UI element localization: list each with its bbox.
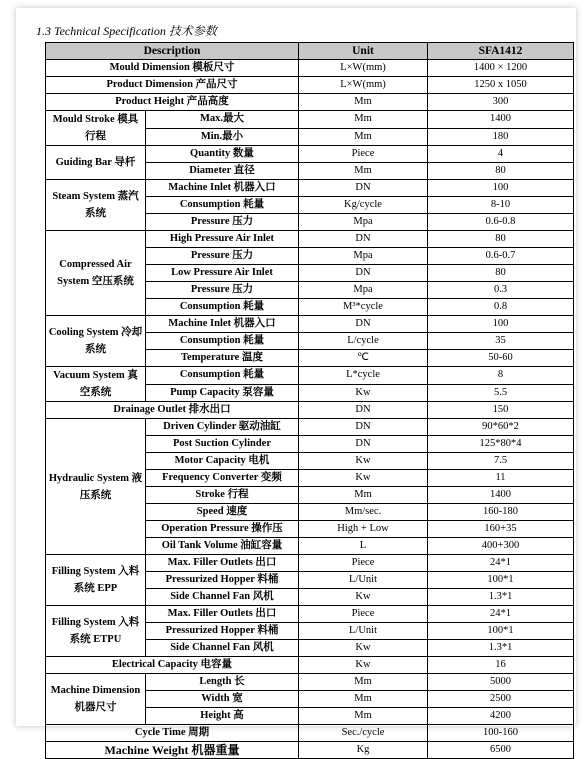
row-label: Consumption 耗量 [146,197,299,214]
row-label: Height 高 [146,708,299,725]
table-header-row [46,43,574,60]
table-row [46,674,574,691]
row-unit: DN [299,316,428,333]
row-value: 1400 [428,487,574,504]
row-label: Low Pressure Air Inlet [146,265,299,282]
row-value: 8-10 [428,197,574,214]
row-unit: Piece [299,555,428,572]
row-value: 2500 [428,691,574,708]
row-unit: DN [299,436,428,453]
row-label: Side Channel Fan 风机 [146,640,299,657]
table-row [46,555,574,572]
row-label: Product Dimension 产品尺寸 [46,77,299,94]
row-value: 1400 × 1200 [428,60,574,77]
row-label: Motor Capacity 电机 [146,453,299,470]
row-value: 24*1 [428,555,574,572]
table-row [46,725,574,742]
group-label: Cooling System 冷却系统 [46,316,146,367]
row-label: Temperature 温度 [146,350,299,367]
row-value: 160-180 [428,504,574,521]
row-unit: High + Low [299,521,428,538]
row-unit: Mm [299,691,428,708]
row-unit: Kw [299,589,428,606]
col-header-description: Description [46,43,299,60]
row-value: 35 [428,333,574,350]
row-unit: Mpa [299,282,428,299]
row-unit: Kw [299,640,428,657]
row-unit: DN [299,402,428,419]
row-label: Consumption 耗量 [146,333,299,350]
row-label: Stroke 行程 [146,487,299,504]
row-value: 50-60 [428,350,574,367]
row-label: Side Channel Fan 风机 [146,589,299,606]
row-label: Driven Cylinder 驱动油缸 [146,419,299,436]
row-value: 11 [428,470,574,487]
row-label: Frequency Converter 变频 [146,470,299,487]
group-label: Mould Stroke 模具行程 [46,111,146,146]
row-value: 400+300 [428,538,574,555]
row-label: Pressurized Hopper 料桶 [146,623,299,640]
row-unit: Kw [299,470,428,487]
row-unit: Kw [299,657,428,674]
row-unit: L×W(mm) [299,77,428,94]
row-unit: L/Unit [299,623,428,640]
row-value: 100-160 [428,725,574,742]
row-unit: Mm [299,128,428,146]
row-unit: DN [299,231,428,248]
row-unit: L*cycle [299,367,428,385]
row-label: Pump Capacity 泵容量 [146,384,299,402]
row-value: 1.3*1 [428,589,574,606]
row-value: 1.3*1 [428,640,574,657]
row-unit: L/cycle [299,333,428,350]
table-row [46,419,574,436]
row-value: 300 [428,94,574,111]
row-label: Product Height 产品高度 [46,94,299,111]
table-row [46,231,574,248]
row-label: Operation Pressure 操作压 [146,521,299,538]
row-unit: Mm [299,708,428,725]
group-label: Machine Dimension 机器尺寸 [46,674,146,725]
row-value: 7.5 [428,453,574,470]
table-row [46,402,574,419]
row-unit: L×W(mm) [299,60,428,77]
row-value: 150 [428,402,574,419]
row-value: 1250 x 1050 [428,77,574,94]
table-row [46,606,574,623]
row-label: Max. Filler Outlets 出口 [146,606,299,623]
row-value: 24*1 [428,606,574,623]
row-unit: DN [299,419,428,436]
row-value: 4 [428,146,574,163]
spec-table [45,42,574,759]
row-value: 0.6-0.8 [428,214,574,231]
row-unit: Mm [299,94,428,111]
row-value: 80 [428,231,574,248]
row-label: Drainage Outlet 排水出口 [46,402,299,419]
row-value: 0.8 [428,299,574,316]
row-unit: Piece [299,606,428,623]
row-value: 100*1 [428,572,574,589]
row-value: 4200 [428,708,574,725]
row-unit: Mpa [299,248,428,265]
row-unit: Mm [299,674,428,691]
row-label: Width 宽 [146,691,299,708]
table-row [46,742,574,759]
group-label: Compressed Air System 空压系统 [46,231,146,316]
row-value: 180 [428,128,574,146]
row-value: 100 [428,316,574,333]
row-label: Machine Inlet 机器入口 [146,316,299,333]
table-row [46,180,574,197]
row-value: 100*1 [428,623,574,640]
group-label: Hydraulic System 液压系统 [46,419,146,555]
row-label: Machine Inlet 机器入口 [146,180,299,197]
table-row [46,60,574,77]
row-unit: L [299,538,428,555]
row-value: 16 [428,657,574,674]
row-label: Pressure 压力 [146,214,299,231]
row-label: Machine Weight 机器重量 [46,742,299,759]
row-value: 80 [428,163,574,180]
row-unit: Mpa [299,214,428,231]
row-label: Max. Filler Outlets 出口 [146,555,299,572]
row-unit: ℃ [299,350,428,367]
document-page [16,8,576,757]
group-label: Filling System 入料系统 ETPU [46,606,146,657]
row-value: 0.6-0.7 [428,248,574,265]
row-label: Post Suction Cylinder [146,436,299,453]
row-label: Min.最小 [146,128,299,146]
table-row [46,77,574,94]
row-unit: Kg/cycle [299,197,428,214]
row-label: Length 长 [146,674,299,691]
row-label: Cycle Time 周期 [46,725,299,742]
row-label: Pressure 压力 [146,248,299,265]
row-unit: Kg [299,742,428,759]
row-value: 80 [428,265,574,282]
row-label: Pressurized Hopper 料桶 [146,572,299,589]
row-value: 8 [428,367,574,385]
row-label: Max.最大 [146,111,299,129]
row-unit: Mm [299,487,428,504]
row-value: 160+35 [428,521,574,538]
row-value: 100 [428,180,574,197]
group-label: Steam System 蒸汽系统 [46,180,146,231]
table-row [46,316,574,333]
row-label: Mould Dimension 模板尺寸 [46,60,299,77]
row-unit: Piece [299,146,428,163]
row-value: 1400 [428,111,574,129]
row-unit: M³*cycle [299,299,428,316]
row-label: High Pressure Air Inlet [146,231,299,248]
row-unit: Mm/sec. [299,504,428,521]
col-header-model: SFA1412 [428,43,574,60]
row-unit: Mm [299,111,428,129]
table-row [46,111,574,129]
row-label: Electrical Capacity 电容量 [46,657,299,674]
row-unit: Sec./cycle [299,725,428,742]
row-value: 5000 [428,674,574,691]
row-unit: Mm [299,163,428,180]
row-value: 0.3 [428,282,574,299]
row-unit: DN [299,180,428,197]
row-label: Quantity 数量 [146,146,299,163]
row-value: 90*60*2 [428,419,574,436]
section-heading: 1.3 Technical Specification 技术参数 [36,24,217,38]
row-value: 5.5 [428,384,574,402]
table-row [46,657,574,674]
row-label: Consumption 耗量 [146,299,299,316]
row-unit: DN [299,265,428,282]
row-value: 125*80*4 [428,436,574,453]
group-label: Guiding Bar 导杆 [46,146,146,180]
group-label: Vacuum System 真空系统 [46,367,146,402]
group-label: Filling System 入料系统 EPP [46,555,146,606]
table-row [46,367,574,385]
row-unit: Kw [299,453,428,470]
table-row [46,94,574,111]
row-unit: L/Unit [299,572,428,589]
col-header-unit: Unit [299,43,428,60]
row-value: 6500 [428,742,574,759]
table-row [46,146,574,163]
row-label: Speed 速度 [146,504,299,521]
row-label: Pressure 压力 [146,282,299,299]
row-unit: Kw [299,384,428,402]
row-label: Diameter 直径 [146,163,299,180]
row-label: Consumption 耗量 [146,367,299,385]
row-label: Oil Tank Volume 油缸容量 [146,538,299,555]
